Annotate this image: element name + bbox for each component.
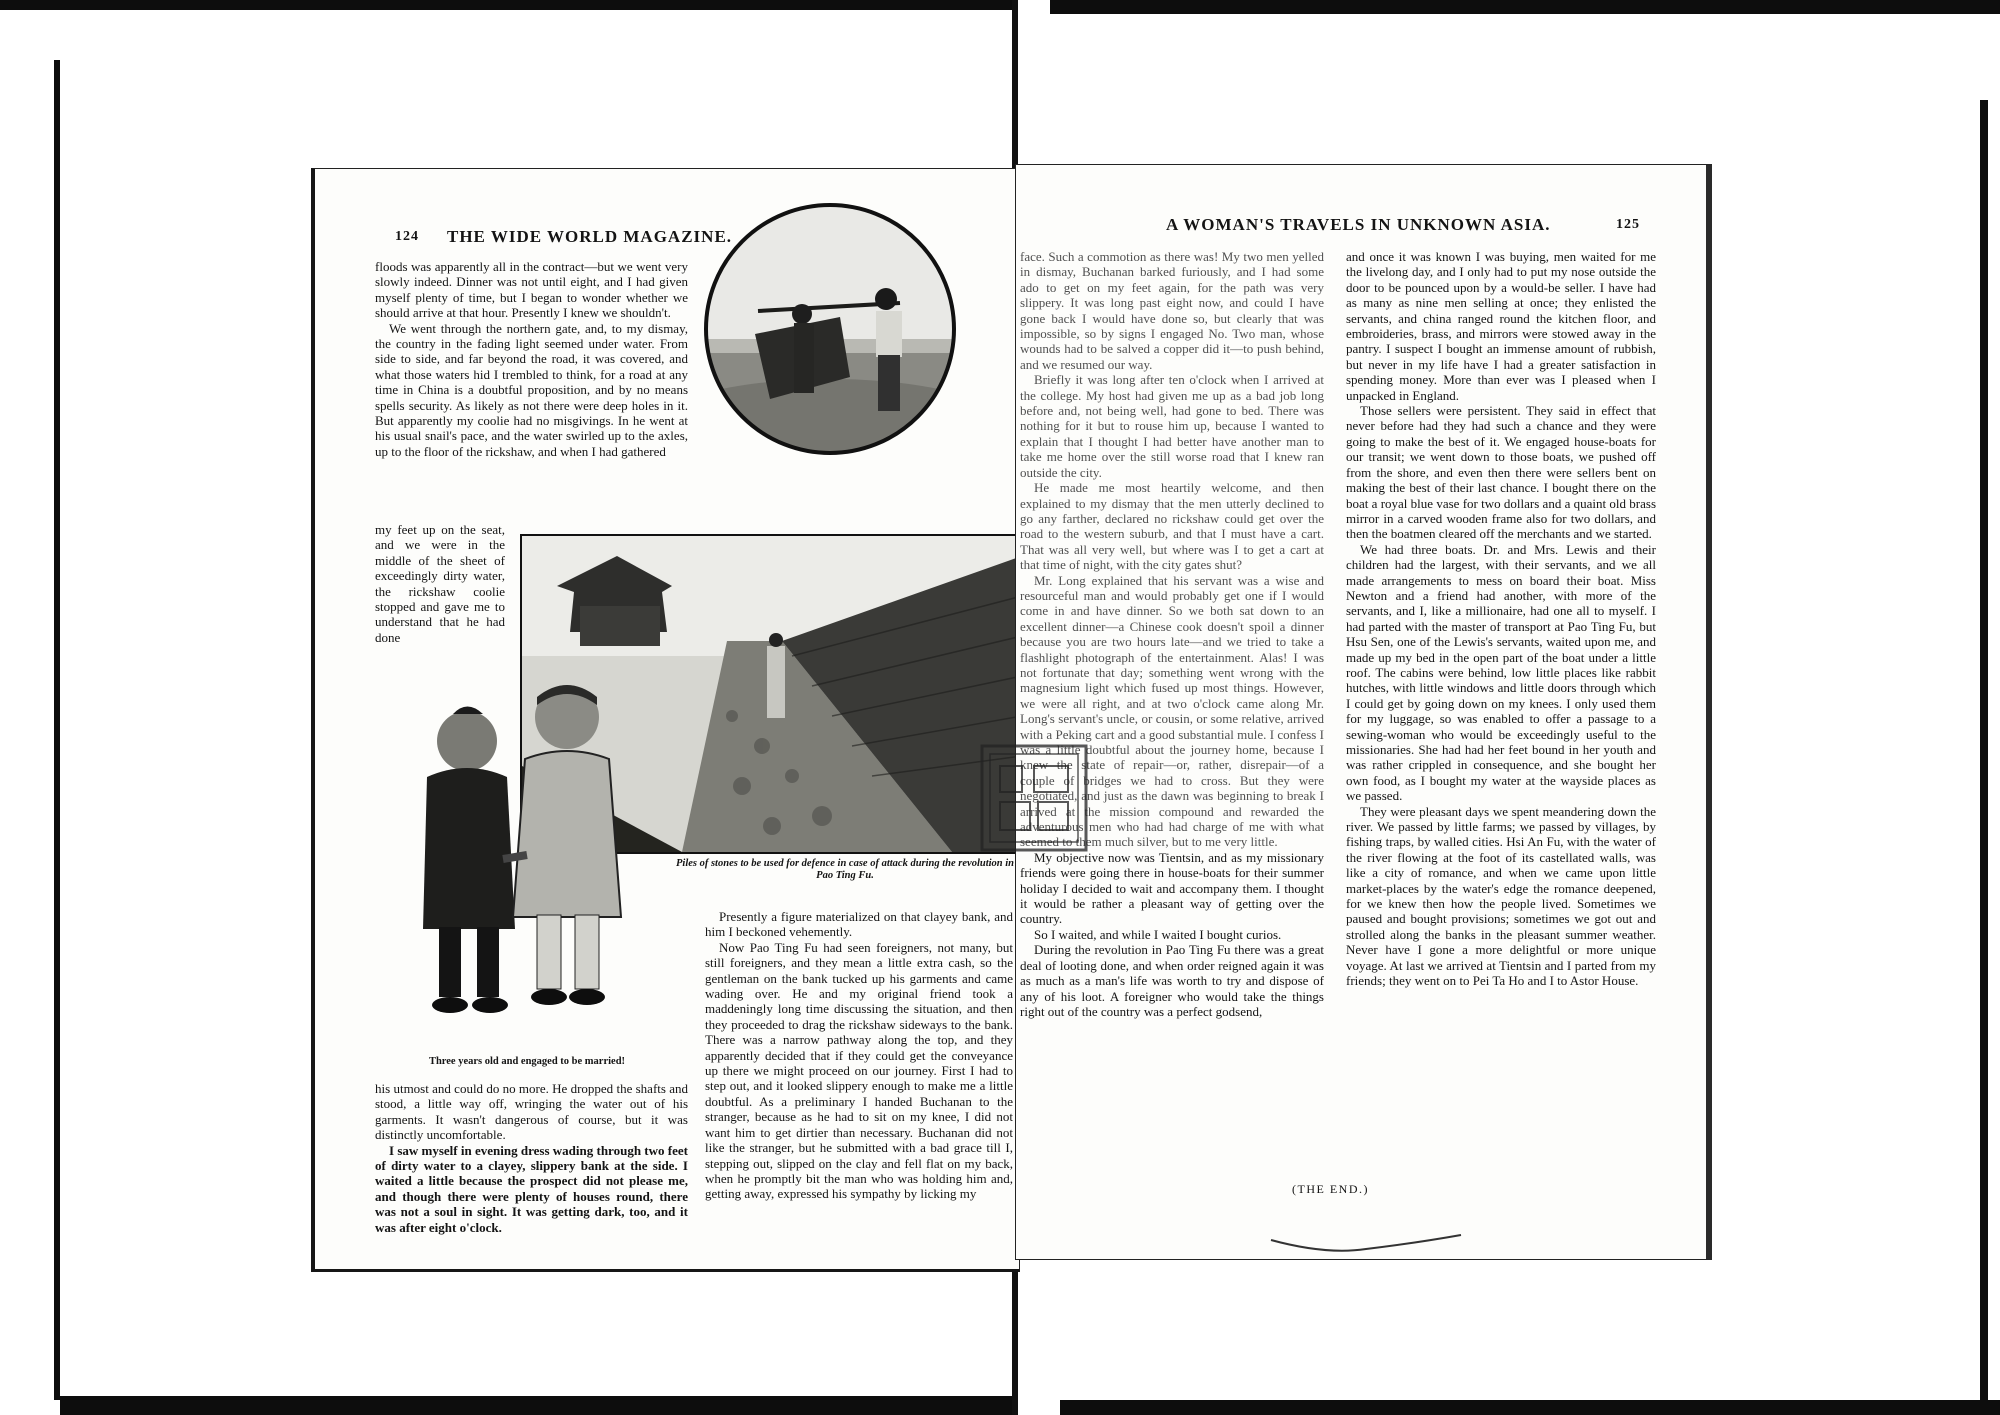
right-col2-para-2: Those sellers were persistent. They said in effect that never before had they had such a chance and they were going to make the best of it. We engaged house-boats for our transit; we went down to those boats, we pushed off from the shore, and even then there were sellers bent on making the best of their last chance. I bought there on the boat a royal blue vase for two dollars and a quaint old brass mirror in a carved wooden frame also for two dollars, and then the boatmen cleared off the merchants and we started. [1346,403,1656,542]
right-col1-para-4: Mr. Long explained that his servant was a wise and resourceful man and would probably get one if I would come in and have dinner. So we both sat down to an excellent dinner—a Chinese cook doesn't spoil a dinner because you are two hours late—and we tried to take a flashlight photograph of the entertainment. Alas! I was not fortunate that day; something went wrong with the magnesium light which fused up most things. However, we were all right, and at two o'clock came along Mr. Long's servant's uncle, or cousin, or some relative, arrived with a Peking cart and a good substantial mule. I confess I was a little doubtful about the journey home, because I knew the state of repair—or, rather, disrepair—of a couple of bridges we had to cross. But they were negotiated, and just as the dawn was beginning to break I arrived at the mission compound and rewarded the adventurous men who had had charge of me with what seemed to them much silver, but to me very little. [1020,572,1324,850]
scan-edge-top-left [0,0,1012,10]
photo-coffin-bearers [700,199,960,459]
left-col1-narrow [375,522,505,645]
right-col1-para-2: Briefly it was long after ten o'clock when I arrived at the college. My host had given me up as a bad job long before and, not being well, had gone to bed. There was nothing for it but to rouse him up, because I wanted to explain that I thought I had better have another man to take me home over the still worse road that I knew ran outside the city. [1020,372,1324,480]
left-col2-para-1: Presently a figure materialized on that clayey bank, and him I beckoned vehemently. [705,909,1013,940]
left-col2-bottom [705,909,1013,1202]
left-col1-para-1: floods was apparently all in the contract—but we went very slowly indeed. Dinner was not until eight, and I had given myself plenty of time, but I began to wonder whether we should arrive at that hour. Presently I knew we shouldn't. [375,259,688,321]
right-col1-para-6: So I waited, and while I waited I bought curios. [1034,926,1282,942]
right-page-number: 125 [1616,217,1640,232]
tailpiece-flourish [1266,1225,1466,1255]
right-col1-para-1: face. Such a commotion as there was! My two men yelled in dismay, Buchanan barked furiously, and I had some ado to get on my feet again, for the path was very slippery. It was long past eight now, and could I have gone back I would have done so, but clearly that was impossible, so by signs I engaged No. Two man, whose wounds had to be salved a copper did it—to push behind, and we resumed our way. [1020,249,1324,372]
right-running-head: A WOMAN'S TRAVELS IN UNKNOWN ASIA. [1166,215,1551,234]
right-col1 [1020,249,1324,1019]
caption-wall: Piles of stones to be used for defence in case of attack during the revolution in Pao Ting Fu. [675,858,1015,881]
right-page [1015,164,1712,1260]
scan-edge-bottom-left [60,1396,1012,1415]
the-end-mark: (THE END.) [1292,1182,1369,1196]
right-col2-para-1: and once it was known I was buying, men waited for me the livelong day, and I only had to put my nose outside the door to be pounced upon by a would-be seller. I have had as many as nine men selling at once; they enlisted the servants, and china ranged round the kitchen floor, and embroideries, brass, and mirrors were stowed away in the pantry. I suspect I bought an immense amount of rubbish, but never in my life have I had a greater satisfaction in spending money. More than ever was I pleased when I unpacked in England. [1346,249,1656,403]
right-col1-para-3: He made me most heartily welcome, and then explained to my dismay that the men utterly declined to go any farther, declared no rickshaw could get over the road to the western suburb, and that I must have a cart. That was all very well, but where was I to get a cart at that time of night, with the city gates shut? [1020,480,1324,573]
right-col1-para-5: My objective now was Tientsin, and as my missionary friends were going there in house-boats for their summer holiday I decided to wait and accompany them. I thought it would be rather a pleasant way of getting over the country. [1020,849,1324,927]
right-col2 [1346,249,1656,989]
left-col1-bottom-para-1: his utmost and could do no more. He dropped the shafts and stood, a little way off, wringing the water out of his garments. It wasn't dangerous of course, but it was distinctly uncomfortable. [375,1081,688,1143]
left-col1-bottom [375,1081,688,1235]
left-col1-bottom-para-2: I saw myself in evening dress wading through two feet of dirty water to a clayey, slippery bank at the side. I waited a little because the prospect did not please me, and though there were plenty of houses round, there was not a soul in sight. It was getting dark, too, and it was after eight o'clock. [375,1142,688,1235]
left-page [311,168,1020,1272]
caption-children: Three years old and engaged to be married! [428,1056,626,1067]
scan-edge-bottom-right [1060,1400,2000,1415]
left-col1-top [375,259,688,459]
left-running-head: THE WIDE WORLD MAGAZINE. [447,227,733,246]
left-col1-para-2: We went through the northern gate, and, to my dismay, the country in the fading light seemed under water. From side to side, and far beyond the road, it was covered, and what those waters hid I trembled to think, for a road at any time in China is a doubtful proposition, and by no means spells security. As likely as not there were deep holes in it. But apparently my coolie had no misgivings. In he went at his usual snail's pace, and the water swirled up to the axles, up to the floor of the rickshaw, and when I had gathered [375,320,688,459]
scan-edge-right [1980,100,1988,1400]
right-col2-para-3: We had three boats. Dr. and Mrs. Lewis and their children had the largest, with their servants, and we all made arrangements to mess on board their boat. Miss Newton and a friend had another, with more of the servants, and I, like a millionaire, had one all to myself. I had parted with the master of transport at Pao Ting Fu, but Hsu Sen, one of the Lewis's servants, waited upon me, and made up my bed in the open part of the boat under a little roof. The cabins were behind, low little places like rabbit hutches, with little windows and little doors through which I could get by going down on my knees. I only used them for my luggage, so was enabled to offer a passage to a sewing-woman who would be exceedingly useful to the missionaries. She had had her feet bound in her youth and was rather crippled in consequence, and she bought her own food, as I bought my water at the wayside places as we passed. [1346,541,1656,804]
left-col2-para-2: Now Pao Ting Fu had seen foreigners, not many, but still foreigners, and they mean a little extra cash, so the gentleman on the bank tucked up his garments and came wading over. He and my original friend took a maddeningly long time discussing the situation, and then they proceeded to drag the rickshaw sideways to the bank. There was a narrow pathway along the top, and they apparently decided that if they could get the conveyance up there we might proceed on our journey. First I had to step out, and it looked slippery enough to make me a little doubtful. As a preliminary I handed Buchanan to the stranger, because as he had to sit on my knee, I did not want him to get dirtier than necessary. Buchanan did not like the stranger, but he submitted with a bad grace till I, stepping out, slipped on the clay and fell flat on my back, when he promptly bit the man who was holding him and, getting away, expressed his sympathy by licking my [705,939,1013,1202]
right-col1-para-7: During the revolution in Pao Ting Fu there was a great deal of looting done, and when order reigned again it was as much as a man's life was worth to try and dispose of any of his loot. A foreigner who would take the things right out of the country was a perfect godsend, [1020,942,1324,1019]
photo-children [395,659,655,1027]
left-col1-narrow-para: my feet up on the seat, and we were in the middle of the sheet of exceedingly dirty water, the rickshaw coolie stopped and gave me to understand that he had done [375,522,505,645]
library-stamp-seal [978,742,1090,854]
left-page-number: 124 [395,229,419,244]
right-col2-para-4: They were pleasant days we spent meandering down the river. We passed by little farms; we passed by villages, by fishing traps, by walled cities. Hsi An Fu, with the water of the river flowing at the foot of its castellated walls, was like a city of romance, and when we came upon little market-places by the water's edge the romance deepened, for we knew then how the people lived. Sometimes we paused and bought provisions; sometimes we got out and strolled along the banks in the pleasant summer weather. Never have I gone a more delightful or more unique voyage. At last we arrived at Tientsin and I parted from my friends; they went on to Pei Ta Ho and I to Astor House. [1346,803,1656,989]
scan-edge-top-right [1050,0,2000,14]
scan-edge-left [54,60,60,1400]
